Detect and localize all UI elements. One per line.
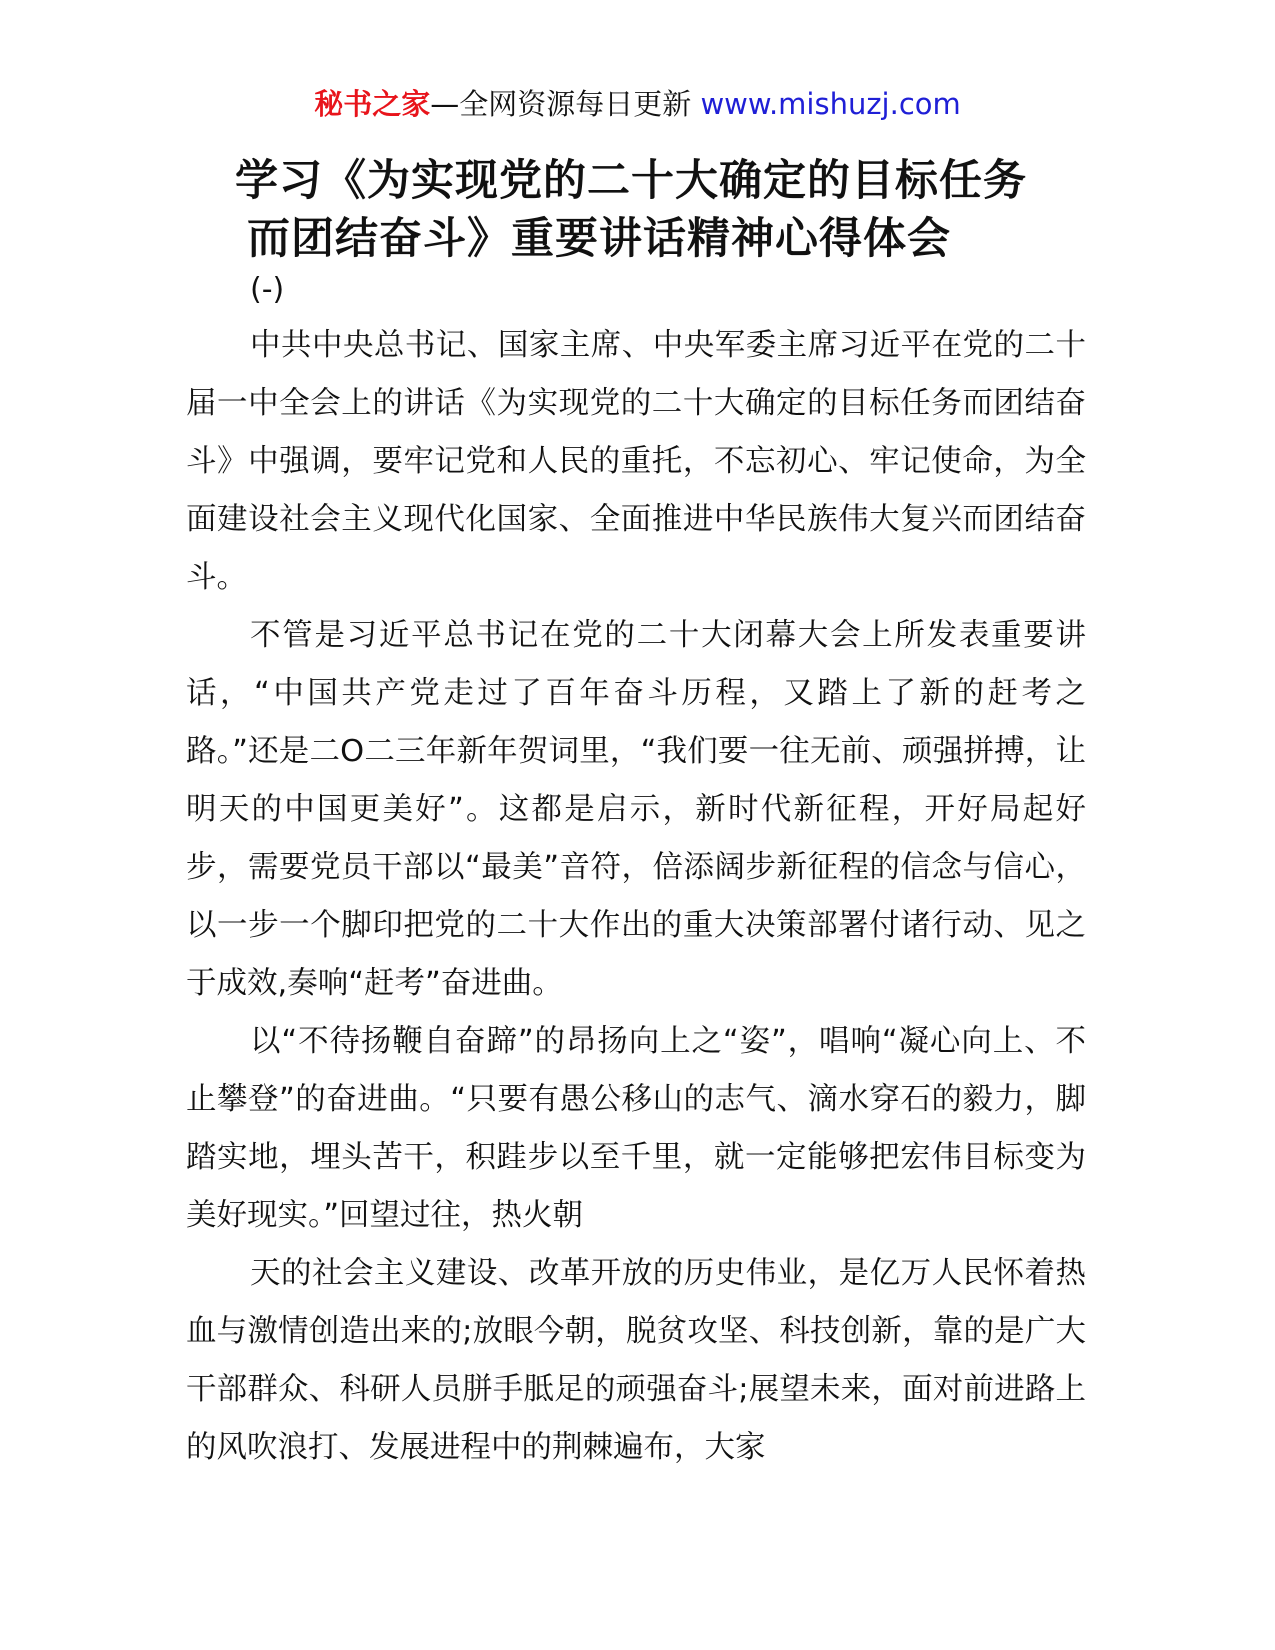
paragraph-4: 天的社会主义建设、改革开放的历史伟业，是亿万人民怀着热血与激情创造出来的;放眼今朝，脱贫攻坚、科技创新，靠的是广大干部群众、科研人员胼手胝足的顽强奋斗;展望未来，面对前进路上的风吹浪打、发展进程中的荆棘遍布，大家 xyxy=(186,1256,1086,1465)
title-line-1: 学习《为实现党的二十大确定的目标任务 xyxy=(235,156,1027,206)
paragraph-1: 中共中央总书记、国家主席、中央军委主席习近平在党的二十届一中全会上的讲话《为实现党的二十大确定的目标任务而团结奋斗》中强调，要牢记党和人民的重托，不忘初心、牢记使命，为全面建设社会主义现代化国家、全面推进中华民族伟大复兴而团结奋斗。 xyxy=(186,328,1086,595)
document-title xyxy=(235,152,1115,268)
title-line-2: 而团结奋斗》重要讲话精神心得体会 xyxy=(247,214,951,264)
site-url-link[interactable]: www.mishuzj.com xyxy=(700,87,961,121)
site-header xyxy=(0,84,1275,124)
site-tagline: —全网资源每日更新 xyxy=(430,87,692,121)
paragraph-2: 不管是习近平总书记在党的二十大闭幕大会上所发表重要讲话，“中国共产党走过了百年奋斗历程，又踏上了新的赶考之路。”还是二O二三年新年贺词里，“我们要一往无前、顽强拼搏，让明天的中国更美好”。这都是启示，新时代新征程，开好局起好步，需要党员干部以“最美”音符，倍添阔步新征程的信念与信心，以一步一个脚印把党的二十大作出的重大决策部署付诸行动、见之于成效,奏响“赶考”奋进曲。 xyxy=(186,618,1086,1001)
document-body xyxy=(186,317,1086,1477)
section-number: (-) xyxy=(250,272,285,307)
site-brand: 秘书之家 xyxy=(314,87,431,121)
paragraph-3: 以“不待扬鞭自奋蹄”的昂扬向上之“姿”，唱响“凝心向上、不止攀登”的奋进曲。“只要有愚公移山的志气、滴水穿石的毅力，脚踏实地，埋头苦干，积跬步以至千里，就一定能够把宏伟目标变为美好现实。”回望过往，热火朝 xyxy=(186,1024,1086,1233)
